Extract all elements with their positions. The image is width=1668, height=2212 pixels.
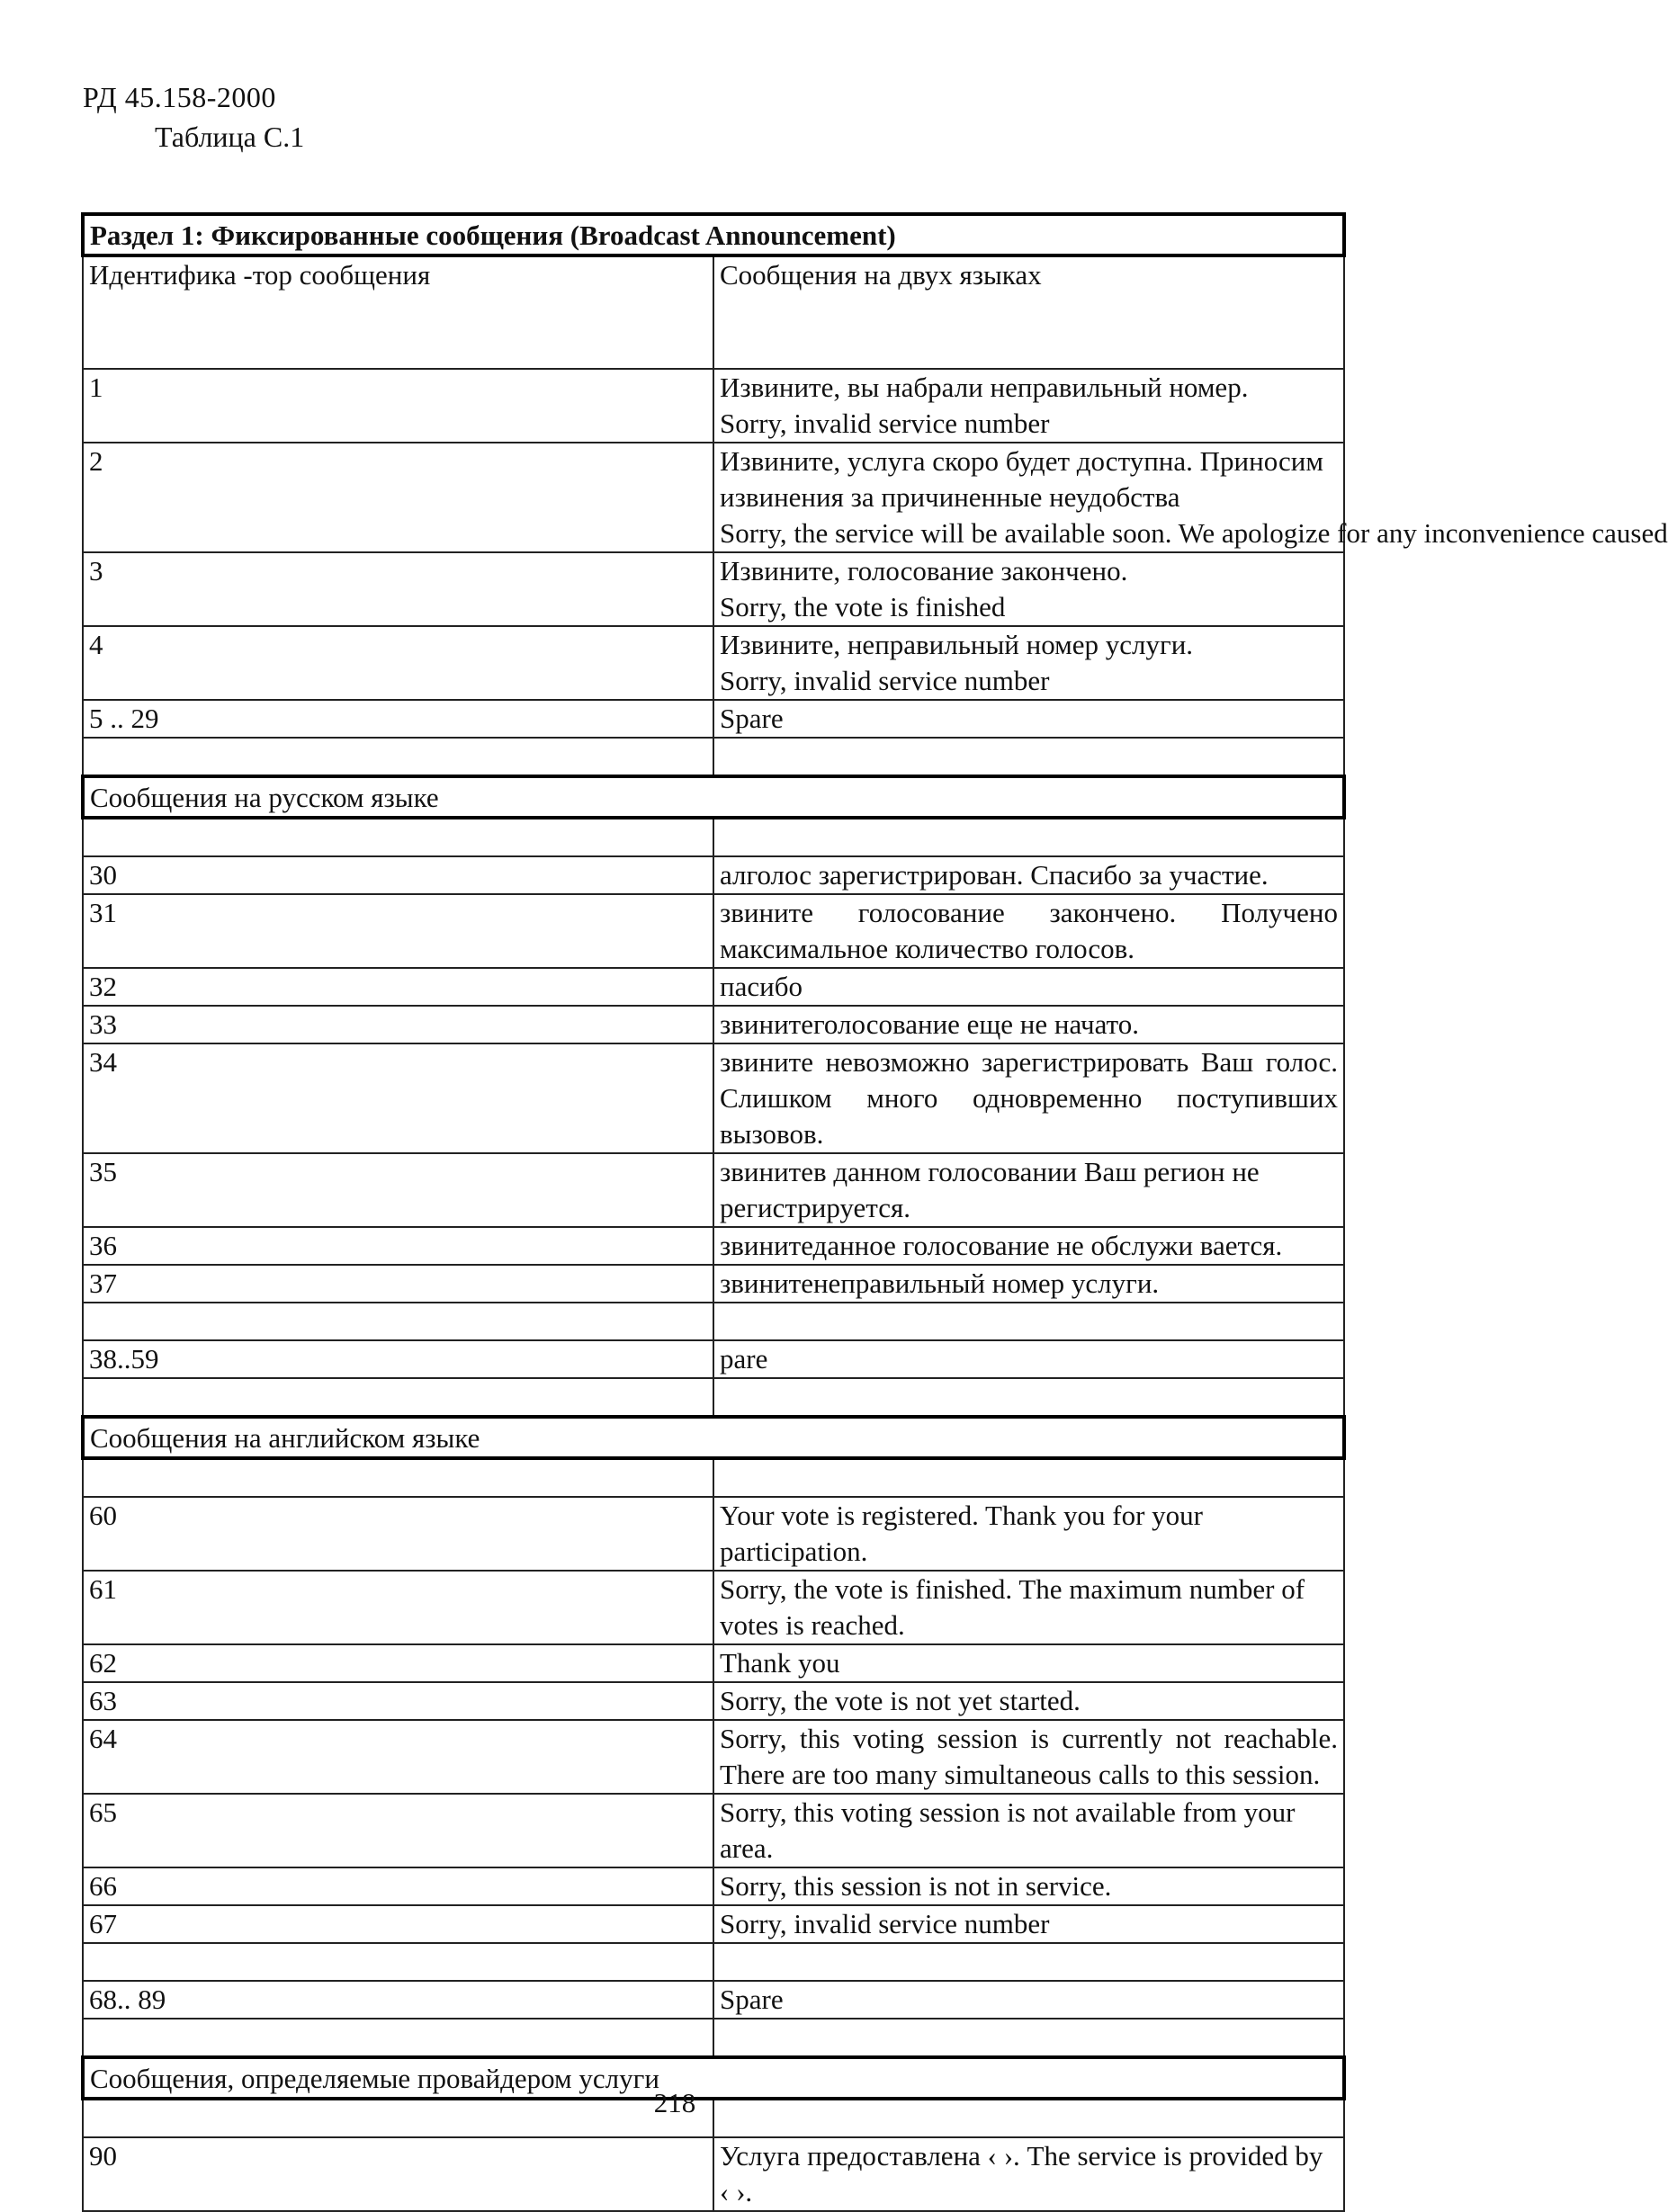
section-en-title: Сообщения на английском языке xyxy=(83,1417,1344,1458)
message-text: звинитев данном голосовании Ваш регион не регистрируется. xyxy=(713,1153,1344,1227)
message-ru: Извините, вы набрали неправильный номер. xyxy=(720,372,1249,403)
message-text: pare xyxy=(713,1340,1344,1378)
message-id: 65 xyxy=(83,1794,713,1867)
section-en-header-row xyxy=(83,1417,1344,1458)
table-row xyxy=(83,894,1344,968)
table-row xyxy=(83,1720,1344,1794)
message-text: Spare xyxy=(713,1981,1344,2019)
message-id: 60 xyxy=(83,1497,713,1571)
message-id: 67 xyxy=(83,1905,713,1943)
message-text xyxy=(713,369,1344,443)
announcements-table xyxy=(81,212,1668,2212)
message-ru: Извините, услуга скоро будет доступна. Приносим извинения за причиненные неудобства xyxy=(720,445,1323,513)
spare-row xyxy=(83,1981,1344,2019)
message-text xyxy=(713,443,1668,552)
message-ru: Извините, голосование закончено. xyxy=(720,555,1128,587)
message-id: 37 xyxy=(83,1265,713,1303)
message-id: 32 xyxy=(83,968,713,1006)
spare-row xyxy=(83,1340,1344,1378)
table-row xyxy=(83,369,1344,443)
message-id: 64 xyxy=(83,1720,713,1794)
message-en: Sorry, the service will be available soon. We apologize for any inconvenience caused xyxy=(720,517,1668,549)
message-id: 36 xyxy=(83,1227,713,1265)
message-en: Sorry, invalid service number xyxy=(720,665,1050,696)
section-ru-header-row xyxy=(83,776,1344,818)
message-text: Sorry, invalid service number xyxy=(713,1905,1344,1943)
message-id: 3 xyxy=(83,552,713,626)
table-row xyxy=(83,1794,1344,1867)
page-number: 218 xyxy=(653,2087,696,2118)
table-row xyxy=(83,856,1344,894)
message-text: Thank you xyxy=(713,1644,1344,1682)
section1-title: Раздел 1: Фиксированные сообщения (Broadcast Announcement) xyxy=(83,214,1344,255)
section1-header-row xyxy=(83,214,1344,255)
message-text: звинитеданное голосование не обслужи вается. xyxy=(713,1227,1344,1265)
message-text: Sorry, this voting session is not available from your area. xyxy=(713,1794,1344,1867)
column-header-text: Сообщения на двух языках xyxy=(713,255,1344,369)
blank-row xyxy=(83,1378,1344,1417)
blank-row xyxy=(83,1943,1344,1981)
message-id: 90 xyxy=(83,2137,713,2211)
table-row xyxy=(83,2137,1344,2211)
table-row xyxy=(83,552,1344,626)
message-text: звините голосование закончено. Получено максимальное количество голосов. xyxy=(713,894,1344,968)
blank-row xyxy=(83,1303,1344,1340)
message-id: 33 xyxy=(83,1006,713,1043)
column-header-row xyxy=(83,255,1344,369)
message-text: звинитенеправильный номер услуги. xyxy=(713,1265,1344,1303)
message-text: звинитеголосование еще не начато. xyxy=(713,1006,1344,1043)
message-en: Sorry, invalid service number xyxy=(720,407,1050,439)
section-provider-title: Сообщения, определяемые провайдером услуги xyxy=(83,2057,1344,2099)
message-text: Sorry, the vote is finished. The maximum number of votes is reached. xyxy=(713,1571,1344,1644)
table-row xyxy=(83,1644,1344,1682)
message-text: алголос зарегистрирован. Спасибо за участие. xyxy=(713,856,1344,894)
message-text: пасибо xyxy=(713,968,1344,1006)
table-row xyxy=(83,1497,1344,1571)
document-code: РД 45.158-2000 xyxy=(83,81,276,113)
table-row xyxy=(83,1682,1344,1720)
message-id: 61 xyxy=(83,1571,713,1644)
table-row xyxy=(83,1227,1344,1265)
table-row xyxy=(83,1905,1344,1943)
table-row xyxy=(83,1867,1344,1905)
message-text xyxy=(713,552,1344,626)
message-en: Sorry, the vote is finished xyxy=(720,591,1006,622)
message-id: 66 xyxy=(83,1867,713,1905)
message-id: 4 xyxy=(83,626,713,700)
table-row xyxy=(83,1043,1344,1153)
message-id: 63 xyxy=(83,1682,713,1720)
message-id: 30 xyxy=(83,856,713,894)
table-row xyxy=(83,968,1344,1006)
message-id: 68.. 89 xyxy=(83,1981,713,2019)
column-header-id: Идентифика -тор сообщения xyxy=(83,255,713,369)
table-row xyxy=(83,1006,1344,1043)
message-id: 38..59 xyxy=(83,1340,713,1378)
message-text xyxy=(713,626,1344,700)
message-text: Sorry, this session is not in service. xyxy=(713,1867,1344,1905)
blank-row xyxy=(83,818,1344,856)
message-text: Spare xyxy=(713,700,1344,738)
message-id: 1 xyxy=(83,369,713,443)
message-id: 31 xyxy=(83,894,713,968)
message-id: 35 xyxy=(83,1153,713,1227)
blank-row xyxy=(83,738,1344,776)
section-ru-title: Сообщения на русском языке xyxy=(83,776,1344,818)
table-row xyxy=(83,626,1344,700)
table-row xyxy=(83,1265,1344,1303)
message-text: Sorry, the vote is not yet started. xyxy=(713,1682,1344,1720)
table-caption: Таблица С.1 xyxy=(155,121,305,153)
message-id: 62 xyxy=(83,1644,713,1682)
blank-row xyxy=(83,1458,1344,1497)
message-id: 34 xyxy=(83,1043,713,1153)
message-text: Sorry, this voting session is currently not reachable. There are too many simultaneous calls to this session. xyxy=(713,1720,1344,1794)
table-row xyxy=(83,1153,1344,1227)
spare-row xyxy=(83,700,1344,738)
message-id: 2 xyxy=(83,443,713,552)
message-ru: Извините, неправильный номер услуги. xyxy=(720,629,1194,660)
message-text: звините невозможно зарегистрировать Ваш голос. Слишком много одновременно поступивших вызовов. xyxy=(713,1043,1344,1153)
message-id: 5 .. 29 xyxy=(83,700,713,738)
message-text: Your vote is registered. Thank you for your participation. xyxy=(713,1497,1344,1571)
blank-row xyxy=(83,2019,1344,2057)
table-row xyxy=(83,443,1344,552)
message-text: Услуга предоставлена ‹ ›. The service is provided by ‹ ›. xyxy=(713,2137,1344,2211)
table-row xyxy=(83,1571,1344,1644)
